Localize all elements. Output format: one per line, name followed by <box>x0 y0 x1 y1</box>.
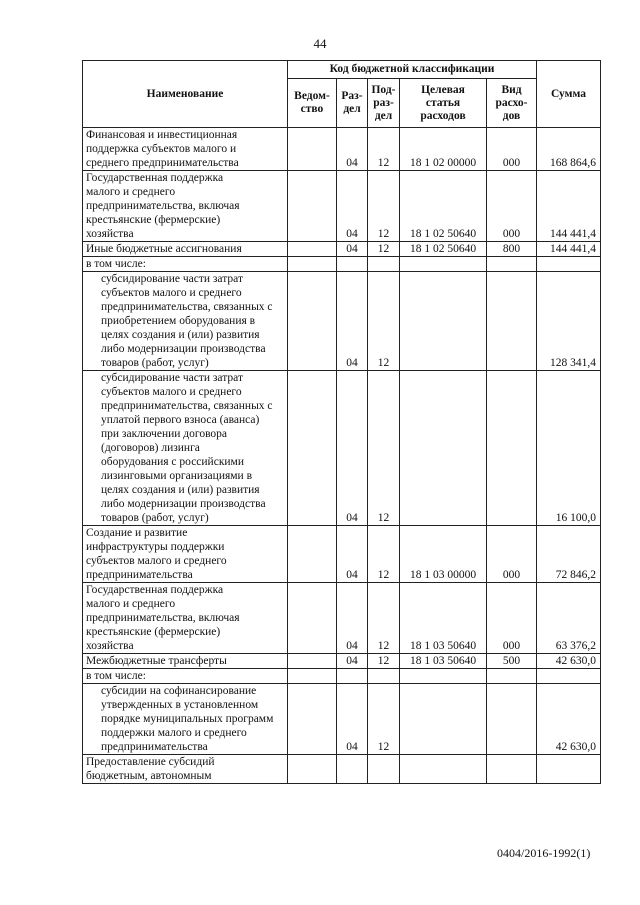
row-vid <box>487 272 537 371</box>
row-name: Межбюджетные трансферты <box>83 654 288 669</box>
row-vedomstvo <box>288 669 337 684</box>
row-target: 18 1 02 00000 <box>400 128 487 171</box>
row-razdel: 04 <box>337 526 368 583</box>
row-vedomstvo <box>288 654 337 669</box>
row-podrazdel: 12 <box>368 371 400 526</box>
row-sum: 42 630,0 <box>537 684 601 755</box>
row-vedomstvo <box>288 257 337 272</box>
row-target: 18 1 02 50640 <box>400 242 487 257</box>
table-row <box>83 669 601 684</box>
table-row <box>83 272 601 371</box>
row-name: субсидии на софинансирование утвержденных в установленном порядке муниципальных программ поддержки малого и среднего предпринимательства <box>83 684 288 755</box>
header-vedomstvo: Ведом- ство <box>288 79 337 128</box>
header-podrazdel: Под- раз- дел <box>368 79 400 128</box>
table-row <box>83 371 601 526</box>
row-vid: 800 <box>487 242 537 257</box>
row-vid <box>487 755 537 784</box>
row-vid <box>487 669 537 684</box>
row-sum: 16 100,0 <box>537 371 601 526</box>
row-name: Иные бюджетные ассигнования <box>83 242 288 257</box>
row-podrazdel: 12 <box>368 526 400 583</box>
row-name: Государственная поддержка малого и среднего предпринимательства, включая крестьянские (фермерские) хозяйства <box>83 171 288 242</box>
table-row <box>83 128 601 171</box>
budget-table <box>82 60 601 784</box>
row-vedomstvo <box>288 371 337 526</box>
row-razdel: 04 <box>337 654 368 669</box>
row-name: Предоставление субсидий бюджетным, автономным <box>83 755 288 784</box>
row-sum: 63 376,2 <box>537 583 601 654</box>
row-razdel: 04 <box>337 684 368 755</box>
table-row <box>83 242 601 257</box>
row-vid: 000 <box>487 526 537 583</box>
table-row <box>83 755 601 784</box>
row-podrazdel <box>368 755 400 784</box>
row-podrazdel <box>368 669 400 684</box>
row-sum: 144 441,4 <box>537 242 601 257</box>
row-razdel: 04 <box>337 242 368 257</box>
row-podrazdel: 12 <box>368 654 400 669</box>
row-razdel <box>337 257 368 272</box>
table-row <box>83 684 601 755</box>
header-name: Наименование <box>83 61 288 128</box>
row-vedomstvo <box>288 583 337 654</box>
table-row <box>83 171 601 242</box>
row-vid <box>487 684 537 755</box>
row-razdel: 04 <box>337 272 368 371</box>
table-row <box>83 654 601 669</box>
row-podrazdel: 12 <box>368 171 400 242</box>
row-razdel <box>337 755 368 784</box>
row-target: 18 1 03 00000 <box>400 526 487 583</box>
row-podrazdel: 12 <box>368 242 400 257</box>
row-target <box>400 371 487 526</box>
row-vedomstvo <box>288 272 337 371</box>
row-vedomstvo <box>288 171 337 242</box>
row-target: 18 1 03 50640 <box>400 583 487 654</box>
header-vid: Вид расхо- дов <box>487 79 537 128</box>
row-razdel: 04 <box>337 171 368 242</box>
row-target: 18 1 02 50640 <box>400 171 487 242</box>
row-name: Государственная поддержка малого и среднего предпринимательства, включая крестьянские (фермерские) хозяйства <box>83 583 288 654</box>
row-vid <box>487 257 537 272</box>
header-code-group: Код бюджетной классификации <box>288 61 537 79</box>
row-target <box>400 272 487 371</box>
row-vid: 000 <box>487 171 537 242</box>
header-sum: Сумма <box>537 61 601 128</box>
row-vid: 500 <box>487 654 537 669</box>
row-sum <box>537 755 601 784</box>
row-podrazdel: 12 <box>368 272 400 371</box>
row-vid: 000 <box>487 128 537 171</box>
row-sum: 72 846,2 <box>537 526 601 583</box>
page-number: 44 <box>313 36 327 51</box>
row-podrazdel: 12 <box>368 583 400 654</box>
row-sum: 144 441,4 <box>537 171 601 242</box>
row-name: в том числе: <box>83 669 288 684</box>
row-podrazdel <box>368 257 400 272</box>
row-vedomstvo <box>288 526 337 583</box>
table-row <box>83 526 601 583</box>
row-name: Финансовая и инвестиционная поддержка субъектов малого и среднего предпринимательства <box>83 128 288 171</box>
row-target <box>400 684 487 755</box>
row-vedomstvo <box>288 242 337 257</box>
row-razdel <box>337 669 368 684</box>
row-vedomstvo <box>288 684 337 755</box>
row-sum: 42 630,0 <box>537 654 601 669</box>
table-row <box>83 583 601 654</box>
row-vid <box>487 371 537 526</box>
row-name: субсидирование части затрат субъектов малого и среднего предпринимательства, связанных с уплатой первого взноса (аванса) при заключении договора (договоров) лизинга оборудования с российскими лизинговыми организациями в целях создания и (или) развития либо модернизации производства товаров (работ, услуг) <box>83 371 288 526</box>
row-razdel: 04 <box>337 128 368 171</box>
row-target <box>400 669 487 684</box>
table-body <box>83 128 601 784</box>
row-target <box>400 257 487 272</box>
row-razdel: 04 <box>337 371 368 526</box>
row-vid: 000 <box>487 583 537 654</box>
header-razdel: Раз- дел <box>337 79 368 128</box>
row-name: в том числе: <box>83 257 288 272</box>
row-name: субсидирование части затрат субъектов малого и среднего предпринимательства, связанных с приобретением оборудования в целях создания и (или) развития либо модернизации производства товаров (работ, услуг) <box>83 272 288 371</box>
row-podrazdel: 12 <box>368 128 400 171</box>
row-sum <box>537 669 601 684</box>
row-sum <box>537 257 601 272</box>
row-podrazdel: 12 <box>368 684 400 755</box>
row-vedomstvo <box>288 755 337 784</box>
row-sum: 128 341,4 <box>537 272 601 371</box>
row-target <box>400 755 487 784</box>
row-name: Создание и развитие инфраструктуры поддержки субъектов малого и среднего предпринимательства <box>83 526 288 583</box>
row-razdel: 04 <box>337 583 368 654</box>
header-target: Целевая статья расходов <box>400 79 487 128</box>
row-sum: 168 864,6 <box>537 128 601 171</box>
row-vedomstvo <box>288 128 337 171</box>
document-code: 0404/2016-1992(1) <box>497 846 591 860</box>
table-row <box>83 257 601 272</box>
row-target: 18 1 03 50640 <box>400 654 487 669</box>
